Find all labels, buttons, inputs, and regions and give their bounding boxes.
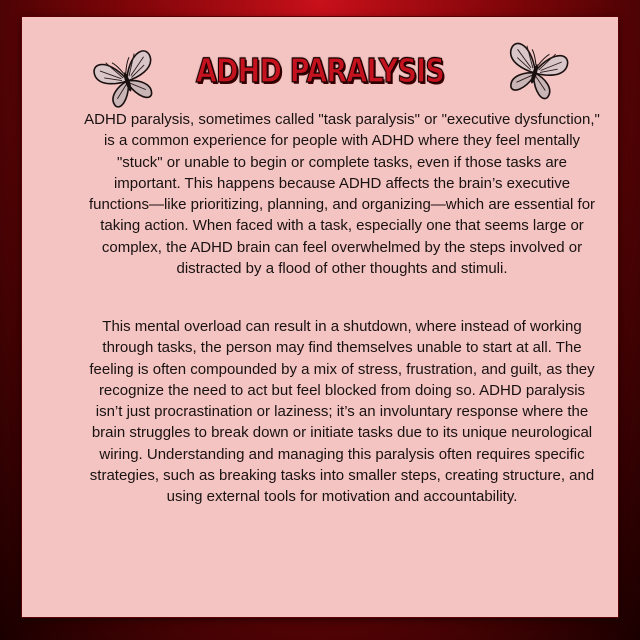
paragraph-intro: ADHD paralysis, sometimes called "task paralysis" or "executive dysfunction," is a common experience for people with ADHD where they feel mentally "stuck" or unable to begin or complete tasks, even if those tasks are important. This happens because ADHD affects the brain’s executive functions—like prioritizing, planning, and organizing—which are essential for taking action. When faced with a task, especially one that seems large or complex, the ADHD brain can feel overwhelmed by the steps involved or distracted by a flood of other thoughts and stimuli. [84,111,600,278]
page-title: ADHD PARALYSIS [195,51,445,90]
butterfly-icon [500,37,570,107]
content-panel [22,17,618,617]
paragraph-overload: This mental overload can result in a shutdown, where instead of working through tasks, the person may find themselves unable to start at all. The feeling is often compounded by a mix of stress, frustration, and guilt, as they recognize the need to act but feel blocked from doing so. ADHD paralysis isn’t just procrastination or laziness; it’s an involuntary response where the brain struggles to break down or initiate tasks due to its unique neurological wiring. Understanding and managing this paralysis often requires specific strategies, such as breaking tasks into smaller steps, creating structure, and using external tools for motivation and accountability. [89,318,595,506]
